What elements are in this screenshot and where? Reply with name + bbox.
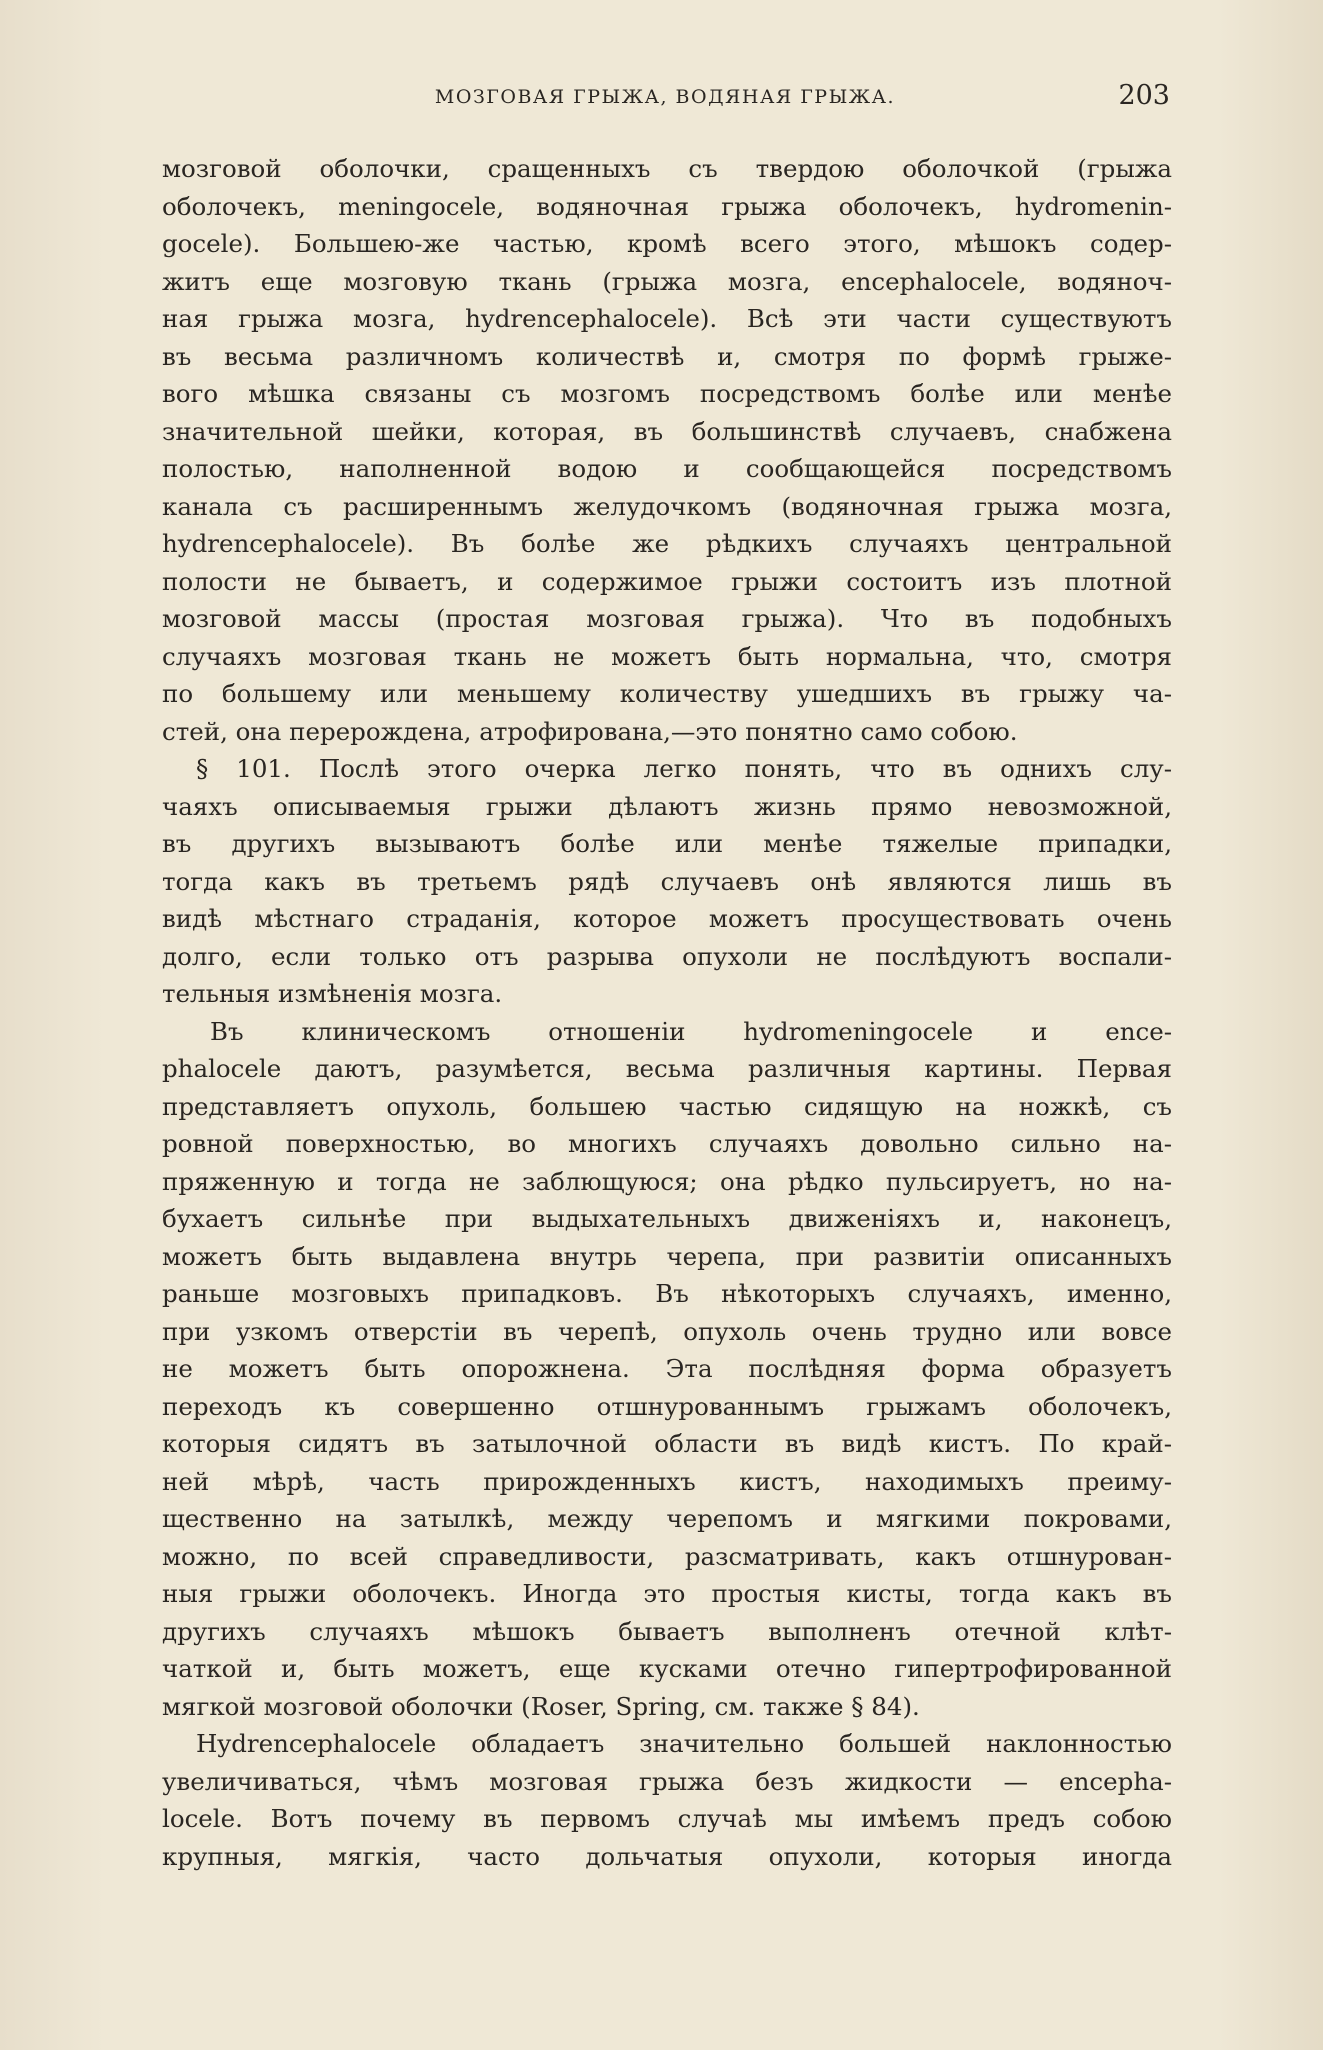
text-line: оболочекъ, meningocele, водяночная грыжа оболочекъ, hydromenin- [162,191,1172,221]
paragraph-end-line: мягкой мозговой оболочки (Roser, Spring, см. также § 84). [162,1691,920,1721]
text-line: мозговой массы (простая мозговая грыжа). Что въ подобныхъ [162,604,1172,633]
text-line: вого мѣшка связаны съ мозгомъ посредствомъ болѣе или менѣе [162,379,1172,408]
text-line: чаткой и, быть можетъ, еще кусками отечно гипертрофированной [162,1654,1172,1683]
text-line: въ весьма различномъ количествѣ и, смотря по формѣ грыже- [162,341,1172,371]
text-line: щественно на затылкѣ, между черепомъ и мягкими покровами, [162,1504,1172,1533]
text-line: ровной поверхностью, во многихъ случаяхъ довольно сильно на- [162,1129,1172,1158]
text-line: phalocele даютъ, разумѣется, весьма различныя картины. Первая [162,1054,1172,1083]
text-line: долго, если только отъ разрыва опухоли не послѣдуютъ воспали- [162,941,1172,971]
text-line: полости не бываетъ, и содержимое грыжи состоитъ изъ плотной [162,566,1172,596]
running-head [160,80,1170,120]
paragraph-start-line: Hydrencephalocele обладаетъ значительно большей наклонностью [196,1729,1172,1758]
text-line: раньше мозговыхъ припадковъ. Въ нѣкоторыхъ случаяхъ, именно, [162,1279,1172,1308]
text-line: видѣ мѣстнаго страданія, которое можетъ просуществовать очень [162,904,1172,933]
paragraph-start-line: Въ клиническомъ отношеніи hydromeningocele и ence- [210,1016,1172,1046]
text-line: увеличиваться, чѣмъ мозговая грыжа безъ жидкости — encepha- [162,1766,1172,1796]
text-line: locele. Вотъ почему въ первомъ случаѣ мы имѣемъ предъ собою [162,1804,1172,1833]
text-line: по большему или меньшему количеству ушедшихъ въ грыжу ча- [162,679,1172,708]
paragraph-end-line: стей, она перерождена, атрофирована,—это понятно само собою. [162,716,1018,746]
text-line: ныя грыжи оболочекъ. Иногда это простыя кисты, тогда какъ въ [162,1579,1172,1608]
text-line: чаяхъ описываемыя грыжи дѣлаютъ жизнь прямо невозможной, [162,791,1172,821]
text-line: житъ еще мозговую ткань (грыжа мозга, encephalocele, водяноч- [162,266,1172,296]
text-line: значительной шейки, которая, въ большинствѣ случаевъ, снабжена [162,416,1172,446]
section-start-line: § 101. Послѣ этого очерка легко понять, что въ однихъ слу- [196,754,1172,783]
text-line: при узкомъ отверстіи въ черепѣ, опухоль очень трудно или вовсе [162,1316,1172,1346]
running-title: МОЗГОВАЯ ГРЫЖА, ВОДЯНАЯ ГРЫЖА. [434,86,896,108]
text-line: крупныя, мягкія, часто дольчатыя опухоли, которыя иногда [162,1841,1172,1871]
text-line: мозговой оболочки, сращенныхъ съ твердою оболочкой (грыжа [162,154,1172,183]
text-line: ней мѣрѣ, часть прирожденныхъ кистъ, находимыхъ преиму- [162,1466,1172,1496]
text-line: полостью, наполненной водою и сообщающейся посредствомъ [162,454,1172,483]
text-line: бухаетъ сильнѣе при выдыхательныхъ движеніяхъ и, наконецъ, [162,1204,1172,1233]
text-line: въ другихъ вызываютъ болѣе или менѣе тяжелые припадки, [162,829,1172,858]
text-line: gocele). Большею-же частью, кромѣ всего этого, мѣшокъ содер- [162,229,1172,258]
text-line: другихъ случаяхъ мѣшокъ бываетъ выполненъ отечной клѣт- [162,1616,1172,1646]
text-line: представляетъ опухоль, большею частью сидящую на ножкѣ, съ [162,1091,1172,1121]
text-line: случаяхъ мозговая ткань не можетъ быть нормальна, что, смотря [162,641,1172,671]
text-line: можетъ быть выдавлена внутрь черепа, при развитіи описанныхъ [162,1241,1172,1271]
page-number: 203 [1118,80,1170,111]
text-line: не можетъ быть опорожнена. Эта послѣдняя форма образуетъ [162,1354,1172,1383]
text-line: можно, по всей справедливости, разсматривать, какъ отшнурован- [162,1541,1172,1571]
body-text [162,150,1172,1875]
text-line: hydrencephalocele). Въ болѣе же рѣдкихъ случаяхъ центральной [162,529,1172,558]
text-line: которыя сидятъ въ затылочной области въ видѣ кистъ. По край- [162,1429,1172,1458]
text-line: тогда какъ въ третьемъ рядѣ случаевъ онѣ являются лишь въ [162,866,1172,896]
paragraph-end-line: тельныя измѣненія мозга. [162,979,503,1008]
text-line: пряженную и тогда не заблющуюся; она рѣдко пульсируетъ, но на- [162,1166,1172,1196]
text-line: канала съ расширеннымъ желудочкомъ (водяночная грыжа мозга, [162,491,1172,521]
text-line: ная грыжа мозга, hydrencephalocele). Всѣ эти части существуютъ [162,304,1172,333]
text-line: переходъ къ совершенно отшнурованнымъ грыжамъ оболочекъ, [162,1391,1172,1421]
